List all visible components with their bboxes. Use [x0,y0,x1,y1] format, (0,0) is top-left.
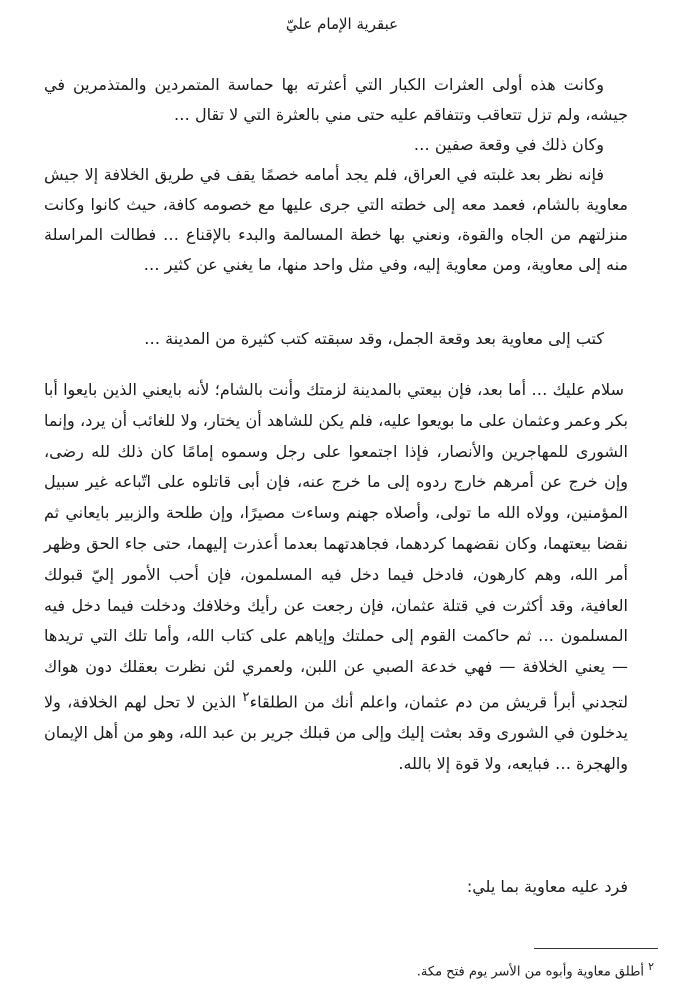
letter-text-part: سلام عليك … أما بعد، فإن بيعتي بالمدينة لزمتك وأنت بالشام؛ لأنه بايعني الذين بايعوا أبا بكر وعمر وعثمان على ما بويعوا عليه، فلم يكن للشاهد أن يختار، ولا للغائب أن يرد، وإنما الشورى للمهاجرين والأنصار، فإذا اجتمعوا على رجل وسموه إمامًا كان ذلك لله رضى، وإن خرج عن أمرهم خارج ردوه إلى ما خرج عنه، فإن أبى قاتلوه على اتّباعه غير سبيل المؤمنين، وولاه الله ما تولى، وأصلاه جهنم وساءت مصيرًا، وإن طلحة والزبير بايعاني ثم نقضا بيعتهما، وكان نقضهما كردهما، فجاهدتهما بعدما أعذرت إليهما، حتى جاء الحق وظهر أمر الله، وهم كارهون، فادخل فيما دخل فيه المسلمون، فإن أحب الأمور إليّ قبولك العافية، وقد أكثرت في قتلة عثمان، فإن رجعت عن رأيك وخلافك ودخلت فيما دخل فيه المسلمون … ثم حاكمت القوم إلى حملتك وإياهم على كتاب الله، وأما تلك التي تريدها — يعني الخلافة — فهي خدعة الصبي عن اللبن، ولعمري لئن نظرت بعقلك دون هواك لتجدني أبرأ قريش من دم عثمان، واعلم أنك من الطلقاء [44,380,629,712]
running-header: عبقرية الإمام عليّ [285,15,399,33]
letter-intro-block [44,324,628,354]
footnote-reference: ٢ [242,689,250,705]
footnote-divider [534,948,658,949]
paragraph: وكان ذلك في وقعة صفين … [413,135,604,154]
paragraph: فإنه نظر بعد غلبته في العراق، فلم يجد أمامه خصمًا يقف في طريق الخلافة إلا جيش معاوية بالشام، فعمد معه إلى خطته التي جرى عليها مع خصومه كافة، حيث كانوا وكانت منزلتهم من الجاه والقوة، ونعني بها خطة المسالمة والبدء بالإقناع … فطالت المراسلة منه إلى معاوية، ومن معاوية إليه، وفي مثل واحد منها، ما يغني عن كثير … [44,165,628,274]
letter-intro: كتب إلى معاوية بعد وقعة الجمل، وقد سبقته كتب كثيرة من المدينة … [144,329,604,348]
letter-text-part: الذين لا تحل لهم الخلافة، ولا يدخلون في الشورى وقد بعثت إليك وإلى من قبلك جرير بن عبد الله، وهو من أهل الإيمان والهجرة … فبايعه، ولا قوة إلا بالله. [44,692,628,773]
paragraph: وكانت هذه أولى العثرات الكبار التي أعثرته بها حماسة المتمردين والمتذمرين في جيشه، ولم تزل تتعاقب وتتفاقم عليه حتى مني بالعثرة التي لا تقال … [44,75,628,124]
footnote-text: أطلق معاوية وأبوه من الأسر يوم فتح مكة. [416,964,645,980]
closing-line: فرد عليه معاوية بما يلي: [466,877,628,896]
footnote-number: ٢ [648,960,654,973]
footnote [54,956,654,983]
body-text-top [44,70,628,280]
letter-text [44,375,628,780]
